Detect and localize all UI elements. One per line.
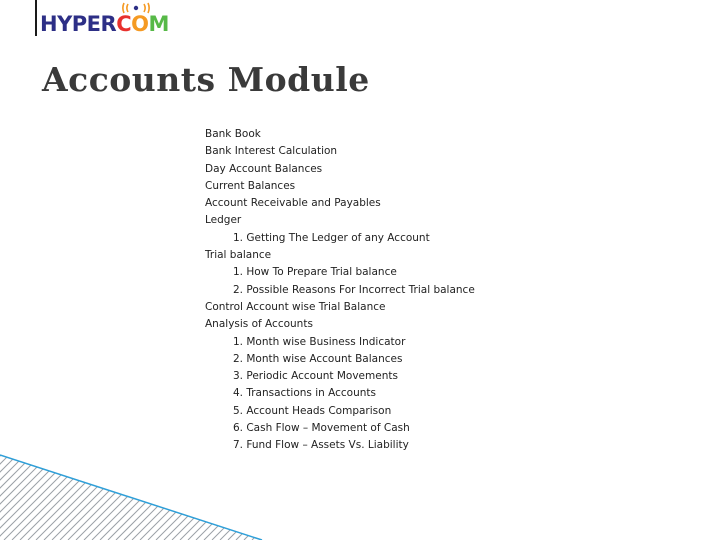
menu-subitem: 2. Month wise Account Balances	[233, 352, 403, 365]
menu-item: Ledger	[205, 214, 242, 227]
menu-item: Control Account wise Trial Balance	[205, 300, 386, 313]
menu-item: Trial balance	[205, 249, 272, 262]
menu-subitem: 4. Transactions in Accounts	[233, 387, 377, 400]
menu-item: Analysis of Accounts	[205, 318, 313, 331]
menu-item: Account Receivable and Payables	[205, 197, 381, 210]
menu-subitem: 6. Cash Flow – Movement of Cash	[233, 422, 410, 435]
menu-subitem: 5. Account Heads Comparison	[233, 404, 392, 417]
menu-subitem: 3. Periodic Account Movements	[233, 370, 398, 383]
brand-name	[40, 12, 169, 36]
logo-divider	[35, 0, 37, 36]
menu-subitem: 1. Month wise Business Indicator	[233, 335, 406, 348]
menu-subitem: 1. How To Prepare Trial balance	[233, 266, 397, 279]
page-title: Accounts Module	[42, 60, 370, 99]
accounts-menu-list	[205, 126, 475, 455]
accent-line	[0, 455, 262, 540]
menu-item: Bank Interest Calculation	[205, 145, 338, 158]
menu-subitem: 2. Possible Reasons For Incorrect Trial balance	[233, 283, 475, 296]
menu-item: Bank Book	[205, 128, 261, 140]
menu-item: Day Account Balances	[205, 162, 323, 175]
hypercom-logo	[40, 6, 170, 36]
brand-name-hyper: HYPER	[40, 12, 117, 36]
menu-subitem: 1. Getting The Ledger of any Account	[233, 231, 430, 244]
decorative-stripes	[0, 440, 270, 540]
menu-item: Current Balances	[205, 179, 296, 192]
brand-name-c: C	[116, 12, 132, 36]
brand-name-m: M	[148, 12, 169, 36]
brand-name-o: O	[131, 12, 149, 36]
menu-subitem: 7. Fund Flow – Assets Vs. Liability	[233, 439, 409, 452]
